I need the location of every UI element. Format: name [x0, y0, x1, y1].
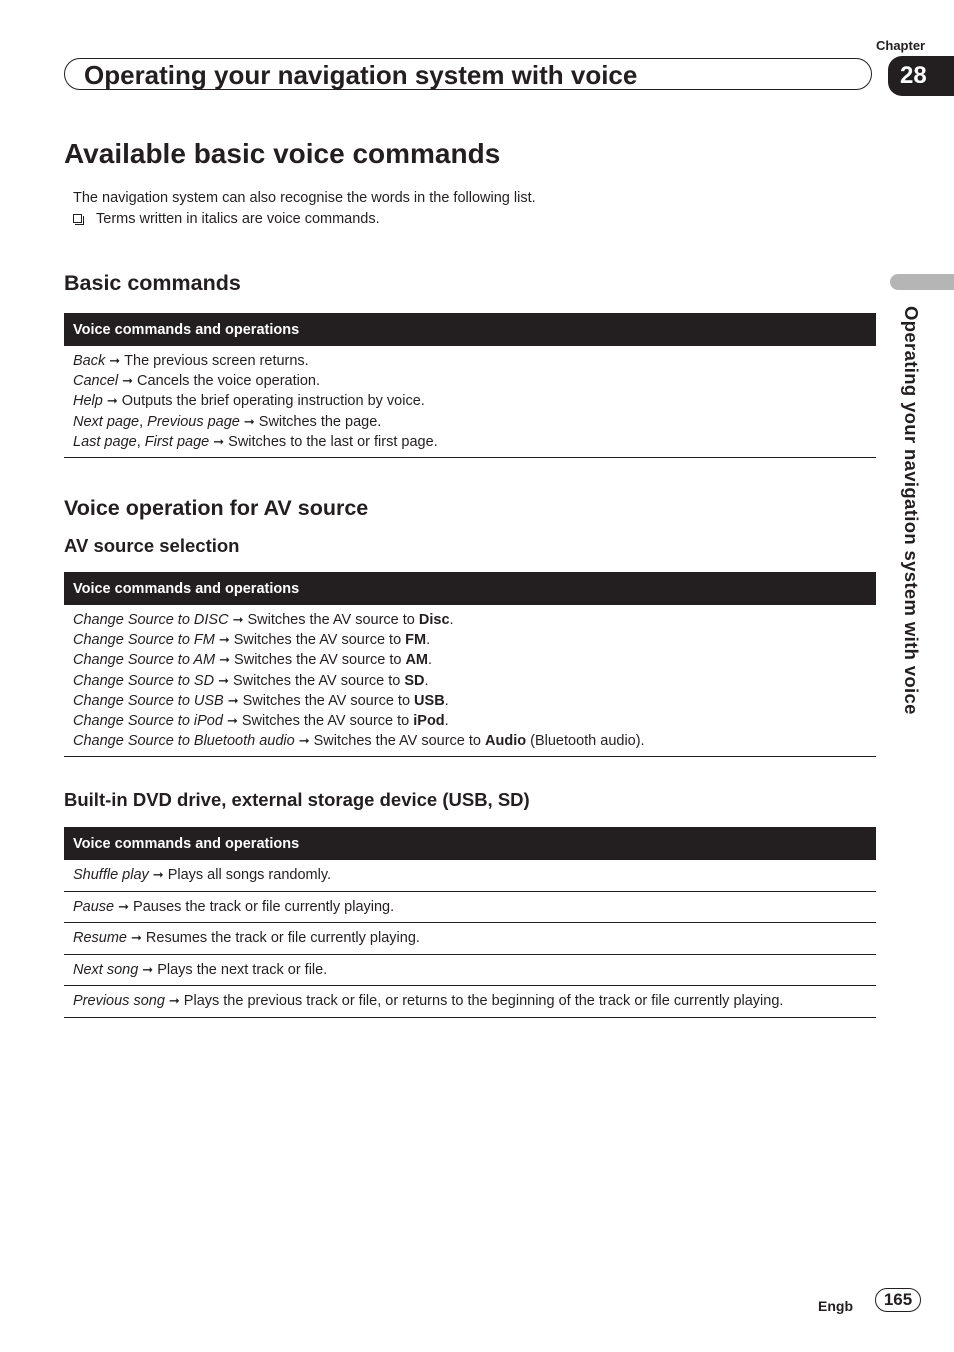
table-row — [64, 923, 876, 955]
arrow-icon: ➞ — [118, 898, 130, 914]
operation-text: Pauses the track or file currently playing. — [133, 898, 395, 915]
note-item — [73, 211, 380, 227]
operation-text: Switches the AV source to — [233, 632, 406, 649]
dvd-storage-heading: Built-in DVD drive, external storage device (USB, SD) — [64, 789, 530, 810]
operation-text: Plays the next track or file. — [157, 961, 328, 978]
chapter-label: Chapter — [876, 38, 926, 53]
operation-text: Outputs the brief operating instruction by voice. — [121, 393, 425, 410]
page-number: 165 — [883, 1290, 913, 1309]
table-header: Voice commands and operations — [64, 572, 876, 605]
intro-paragraph: The navigation system can also recognise the words in the following list. — [73, 190, 536, 206]
voice-command: Change Source to AM — [73, 652, 216, 669]
operation-tail: . — [424, 672, 429, 689]
table-row — [73, 731, 876, 751]
voice-command: Next page — [73, 413, 140, 430]
table-body — [64, 605, 876, 757]
arrow-icon: ➞ — [106, 393, 118, 409]
table-header: Voice commands and operations — [64, 827, 876, 860]
table-row — [73, 691, 876, 711]
av-source-selection-heading: AV source selection — [64, 535, 240, 556]
note-text: Terms written in italics are voice commands. — [96, 211, 380, 227]
arrow-icon: ➞ — [232, 612, 244, 627]
av-source-heading: Voice operation for AV source — [64, 496, 369, 520]
operation-text: The previous screen returns. — [124, 353, 309, 369]
operation-text: Switches the page. — [258, 413, 382, 430]
operation-text: Switches the AV source to — [247, 612, 419, 628]
arrow-icon: ➞ — [109, 353, 121, 368]
voice-command: Change Source to DISC — [73, 612, 229, 628]
table-body — [64, 346, 876, 458]
arrow-icon: ➞ — [152, 867, 164, 882]
table-row — [73, 371, 876, 391]
voice-command: Next song — [73, 961, 139, 978]
arrow-icon: ➞ — [227, 692, 239, 708]
side-tab-marker — [890, 274, 954, 290]
voice-command: Change Source to USB — [73, 692, 224, 709]
header-title: Operating your navigation system with voice — [84, 60, 638, 90]
operation-text: Cancels the voice operation. — [137, 373, 321, 390]
checkbox-bullet-icon — [73, 214, 82, 223]
voice-command: Change Source to FM — [73, 632, 215, 649]
voice-command: Help — [73, 393, 103, 410]
arrow-icon: ➞ — [122, 373, 134, 389]
voice-command: Previous page — [147, 413, 240, 430]
operation-text: Switches the AV source to — [232, 672, 405, 689]
voice-command: Pause — [73, 898, 115, 915]
arrow-icon: ➞ — [142, 961, 154, 977]
table-row — [73, 412, 876, 432]
voice-command: Back — [73, 353, 106, 369]
chapter-number-badge — [888, 56, 954, 96]
arrow-icon: ➞ — [213, 433, 225, 449]
voice-command: Change Source to iPod — [73, 713, 223, 730]
table-row — [73, 432, 876, 452]
table-row — [64, 986, 876, 1018]
voice-command: Cancel — [73, 373, 119, 390]
operation-tail: . — [426, 632, 431, 649]
operation-tail: . — [428, 652, 433, 669]
side-tab-text: Operating your navigation system with voice — [901, 306, 922, 715]
av-source-table — [64, 572, 876, 757]
arrow-icon: ➞ — [226, 713, 238, 729]
arrow-icon: ➞ — [131, 930, 142, 946]
table-row — [64, 892, 876, 924]
chapter-number: 28 — [900, 62, 927, 89]
operation-text: Switches the AV source to — [234, 652, 406, 669]
table-row — [73, 671, 876, 691]
source-name: USB — [414, 692, 445, 709]
table-row — [73, 351, 876, 371]
basic-commands-heading: Basic commands — [64, 271, 241, 295]
page-title: Available basic voice commands — [64, 138, 501, 169]
operation-tail: . — [444, 713, 449, 730]
operation-tail: . — [444, 692, 449, 709]
operation-text: Switches to the last or first page. — [228, 433, 438, 450]
voice-command: Last page — [73, 433, 137, 450]
separator: , — [136, 433, 145, 450]
table-header: Voice commands and operations — [64, 313, 876, 346]
operation-tail: . — [449, 612, 454, 628]
dvd-storage-table — [64, 827, 876, 1018]
source-name: Disc — [418, 612, 450, 628]
table-row — [73, 650, 876, 670]
table-row — [64, 860, 876, 892]
operation-text: Plays all songs randomly. — [167, 867, 332, 883]
source-name: SD — [404, 672, 425, 689]
separator: , — [139, 413, 148, 430]
voice-command: Resume — [73, 930, 127, 947]
page-number-badge — [875, 1288, 921, 1312]
arrow-icon: ➞ — [243, 413, 255, 429]
source-name: Audio — [485, 733, 527, 750]
source-name: AM — [405, 652, 429, 669]
table-row — [73, 391, 876, 411]
source-name: FM — [405, 632, 427, 649]
operation-text: Switches the AV source to — [313, 733, 486, 750]
table-body — [64, 860, 876, 1018]
operation-text: Plays the previous track or file, or returns to the beginning of the track or file currently playing. — [183, 993, 784, 1010]
table-row — [73, 711, 876, 731]
operation-text: Switches the AV source to — [242, 692, 415, 709]
operation-tail: (Bluetooth audio). — [526, 733, 645, 750]
table-row — [73, 630, 876, 650]
table-row — [64, 955, 876, 987]
voice-command: Change Source to Bluetooth audio — [73, 733, 295, 750]
arrow-icon: ➞ — [218, 632, 230, 648]
source-name: iPod — [413, 713, 445, 730]
footer-language: Engb — [818, 1298, 853, 1314]
arrow-icon: ➞ — [219, 652, 231, 668]
basic-commands-table — [64, 313, 876, 458]
voice-command: Previous song — [73, 993, 165, 1010]
arrow-icon: ➞ — [218, 672, 229, 688]
voice-command: Change Source to SD — [73, 672, 215, 689]
arrow-icon: ➞ — [168, 993, 180, 1009]
voice-command: Shuffle play — [73, 867, 149, 883]
table-row — [73, 610, 876, 630]
voice-command: First page — [144, 433, 210, 450]
operation-text: Resumes the track or file currently playing. — [145, 930, 420, 947]
arrow-icon: ➞ — [298, 733, 310, 749]
operation-text: Switches the AV source to — [241, 713, 414, 730]
